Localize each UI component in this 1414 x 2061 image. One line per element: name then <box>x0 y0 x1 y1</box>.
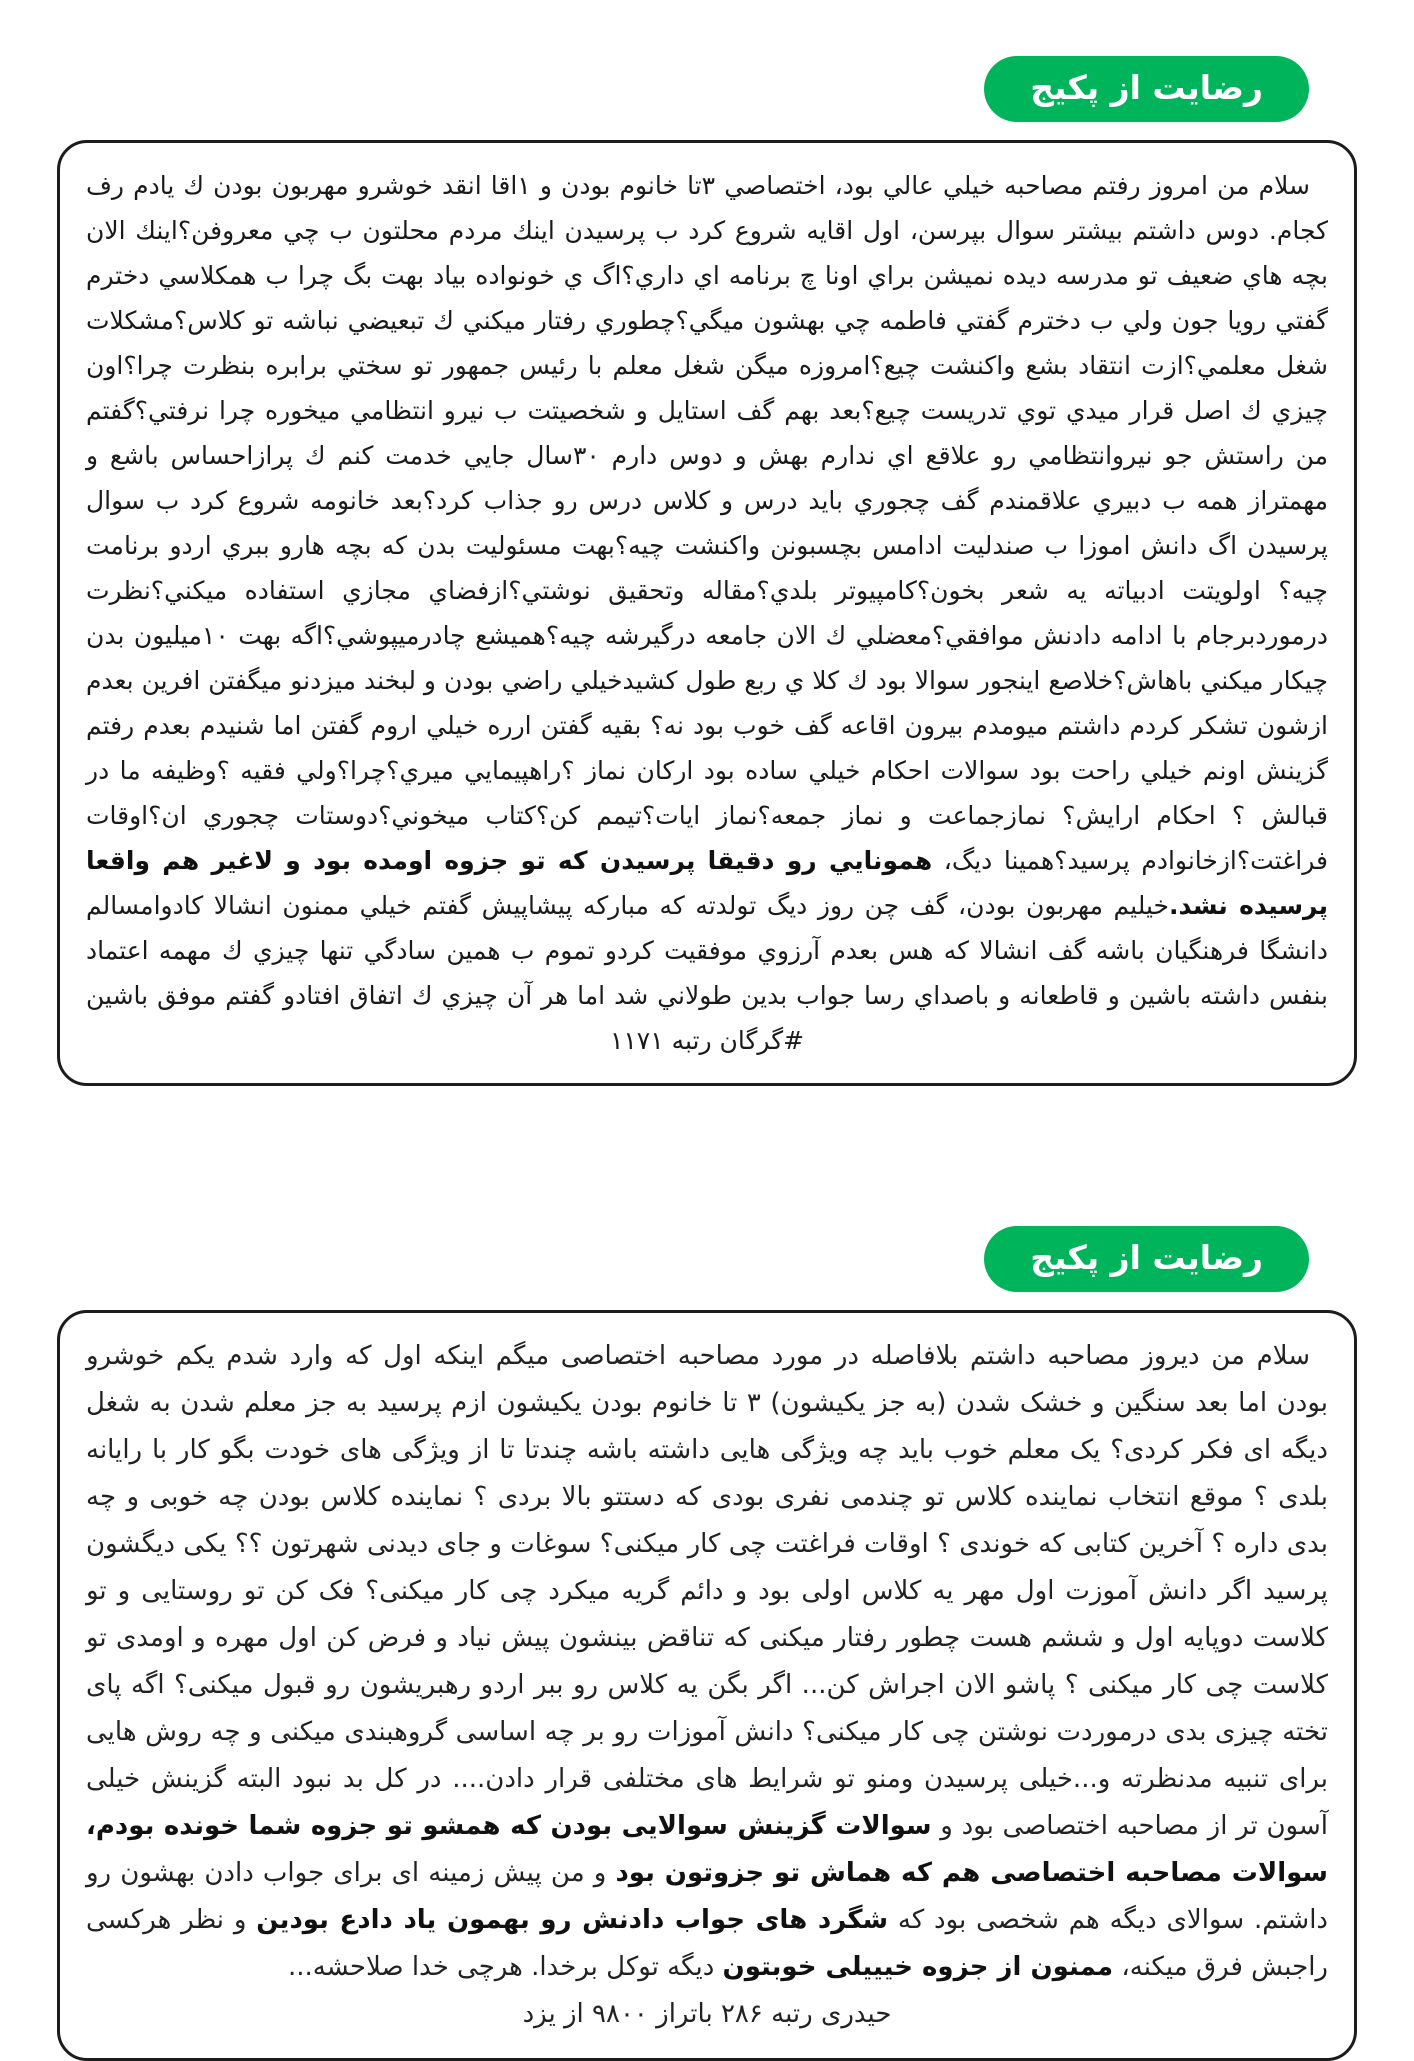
testimonial-box-1 <box>57 140 1357 1086</box>
text-segment: خيليم مهربون بودن، گف چن روز ديگ تولدته كه مباركه پيشاپيش گفتم خيلي ممنون انشالا كادوامسالم دانشگا فرهنگيان باشه گف انشالا كه هس بعدم آرزوي موفقيت كردو تموم ب همين سادگي تنها چيزي ك مهمه اعتماد بنفس داشته باشين و قاطعانه و باصداي رسا جواب بدين طولاني شد اما هر آن چيزي ك اتفاق افتادو گفتم موفق باشين #گرگان رتبه ۱۱۷۱ <box>86 891 1328 1055</box>
testimonial-box-2 <box>57 1310 1357 2061</box>
section-badge: رضایت از پکیج <box>984 1226 1309 1292</box>
testimonial-section-1 <box>57 0 1357 1086</box>
bold-highlight: سوالات گزينش سوالايی بودن كه همشو تو جزوه شما خونده بودم، سوالات مصاحبه اختصاصی هم كه هماش تو جزوتون بود <box>86 1811 1328 1888</box>
testimonial-text <box>86 1333 1328 1991</box>
text-segment: سلام من امروز رفتم مصاحبه خيلي عالي بود، اختصاصي ۳تا خانوم بودن و ۱اقا انقد خوشرو مهربون بودن ك يادم رف كجام. دوس داشتم بيشتر سوال بپرسن، اول اقايه شروع كرد ب پرسيدن اينك مردم محلتون ب چي معروفن؟اينك الان بچه هاي ضعيف تو مدرسه ديده نميشن براي اونا چ برنامه اي داري؟اگ ي خونواده بياد بهت بگ چرا ب همكلاسي دخترم گفتي رويا جون ولي ب دخترم گفتي فاطمه چي بهشون ميگي؟چطوري رفتار ميكني ك تبعيضي نباشه تو كلاس؟مشكلات شغل معلمي؟ازت انتقاد بشع واكنشت چيع؟امروزه ميگن شغل معلم با رئيس جمهور تو سختي برابره بنظرت چرا؟اون چيزي ك اصل قرار ميدي توي تدريست چيع؟بعد بهم گف استايل و شخصيتت ب نيرو انتظامي ميخوره چرا نرفتي؟گفتم من راستش جو نيروانتظامي رو علاقع اي ندارم بهش و دوس دارم ۳۰سال جايي خدمت كنم ك پرازاحساس باشع و مهمتراز همه ب دبيري علاقمندم گف چجوري بايد درس و كلاس درس رو جذاب كرد؟بعد خانومه شروع كرد ب سوال پرسيدن اگ دانش اموزا ب صندليت ادامس بچسبونن واكنشت چيه؟بهت مسئوليت بدن كه بچه هارو ببري اردو برنامت چيه؟ اولويتت ادبياته يه شعر بخون؟كامپيوتر بلدي؟مقاله وتحقيق نوشتي؟ازفضاي مجازي استفاده ميكني؟نظرت درموردبرجام با ادامه دادنش موافقي؟معضلي ك الان جامعه درگيرشه چيه؟هميشع چادرميپوشي؟اگه بهت ۱۰ميليون بدن چيكار ميكني باهاش؟خلاصع اينجور سوالا بود ك كلا ي ربع طول كشيدخيلي راضي بودن و لبخند ميزدنو ميگفتن افرين بعدم ازشون تشكر كردم داشتم ميومدم بيرون اقاعه گف خوب بود نه؟ بقيه گفتن ارره خيلي اروم گفتن اما شنيدم بعدم رفتم گزينش اونم خيلي راحت بود سوالات احكام خيلي ساده بود اركان نماز ؟راهپيمايي ميري؟چرا؟ولي فقيه ؟وظيفه ما در قبالش ؟ احكام ارايش؟ نمازجماعت و نماز جمعه؟نماز ايات؟تيمم كن؟كتاب ميخوني؟دوستات چجوري ان؟اوقات فراغتت؟ازخانوادم پرسيد؟همينا ديگ، <box>86 171 1329 875</box>
bold-highlight: همونايي رو دقيقا پرسيدن كه تو جزوه اومده بود و لاغير هم واقعا پرسيده نشد. <box>86 846 1328 920</box>
section-badge: رضایت از پکیج <box>984 56 1309 122</box>
text-segment: سلام من ديروز مصاحبه داشتم بلافاصله در مورد مصاحبه اختصاصی ميگم اينكه اول كه وارد شدم يكم خوشرو بودن اما بعد سنگين و خشک شدن (به جز يكيشون) ۳ تا خانوم بودن يكيشون ازم پرسيد به جز معلم شدن به شغل ديگه ای فكر كردی؟ يک معلم خوب بايد چه ويژگی هايی داشته باشه چندتا تا از ويژگی های خودت بگو كار با رايانه بلدی ؟ موقع انتخاب نماينده كلاس تو چندمی نفری بودی كه دستتو بالا بردی ؟ نماينده كلاس بودن چه خوبی و چه بدی داره ؟ آخرين كتابی كه خوندی ؟ اوقات فراغتت چی كار ميكنی؟ سوغات و جای ديدنی شهرتون ؟؟ يكی ديگشون پرسيد اگر دانش آموزت اول مهر يه كلاس اولی بود و دائم گريه ميكرد چی كار ميكنی؟ فک كن تو روستايی و تو كلاست دوپايه اول و ششم هست چطور رفتار ميكنی كه تناقض بينشون پيش نياد و فرض كن اول مهره و اومدی تو كلاست چی كار ميكنی ؟ پاشو الان اجراش كن... اگر بگن يه كلاس رو ببر اردو رهبريشون رو قبول ميكنی؟ اگه پای تخته چيزی بدی درموردت نوشتن چی كار ميكنی؟ دانش آموزات رو بر چه اساسی گروهبندی ميكنی و چه روش هايی برای تنبيه مدنظرته و...خيلی پرسيدن ومنو تو شرايط های مختلفی قرار دادن.... در كل بد نبود البته گزينش خيلی آسون تر از مصاحبه اختصاصی بود و <box>86 1341 1328 1841</box>
text-segment: و نظر هركسی راجبش فرق ميكنه، <box>86 1905 1328 1982</box>
signature-line: حيدری رتبه ۲۸۶ باتراز ۹۸۰۰ از يزد <box>522 1999 892 2029</box>
text-segment: ديگه توكل برخدا. هرچی خدا صلاحشه... <box>287 1952 723 1982</box>
testimonial-text <box>86 163 1328 1063</box>
bold-highlight: شگرد های جواب دادنش رو بهمون ياد دادع بودين <box>256 1905 889 1935</box>
testimonial-section-2 <box>57 1226 1357 2061</box>
bold-highlight: ممنون از جزوه خيييلی خوبتون <box>722 1952 1114 1982</box>
text-segment: و من پيش زمينه ای برای جواب دادن بهشون رو داشتم. سوالای ديگه هم شخصی بود كه <box>86 1858 1329 1935</box>
